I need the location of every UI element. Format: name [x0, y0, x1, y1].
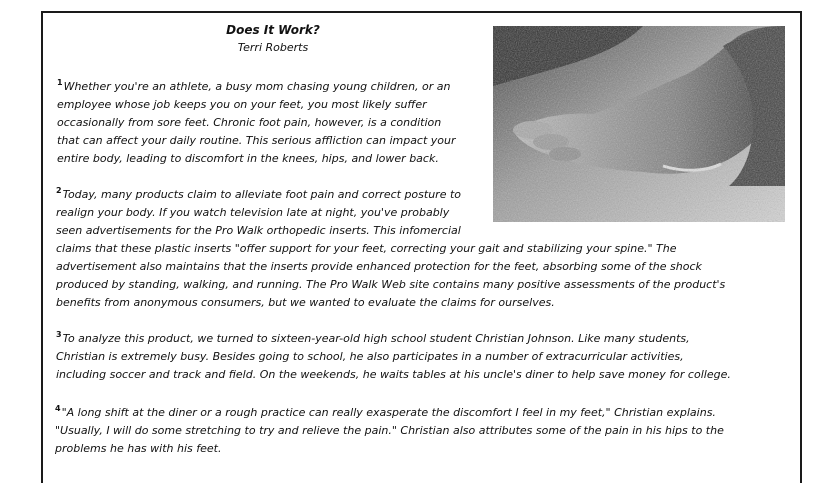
- paragraph-line: that can affect your daily routine. This serious affliction can impact your: [57, 134, 456, 147]
- foot-photo-graphic: [493, 26, 785, 222]
- paragraph-line: entire body, leading to discomfort in the knees, hips, and lower back.: [57, 152, 439, 165]
- paragraph-3: [56, 326, 731, 384]
- paragraph-line: To analyze this product, we turned to sixteen-year-old high school student Christian Johnson. Like many students,: [62, 332, 690, 345]
- paragraph-number: 2: [56, 186, 62, 195]
- paragraph-line: claims that these plastic inserts "offer support for your feet, correcting your gait and stabilizing your spine." The: [56, 242, 677, 255]
- article-title: Does It Work?: [226, 23, 320, 37]
- paragraph-number: 4: [55, 404, 61, 413]
- paragraph-line: Today, many products claim to alleviate foot pain and correct posture to: [62, 188, 461, 201]
- article-author: Terri Roberts: [237, 41, 309, 54]
- paragraph-1: [57, 74, 456, 168]
- paragraph-number: 3: [56, 330, 62, 339]
- paragraph-line: occasionally from sore feet. Chronic foot pain, however, is a condition: [57, 116, 442, 129]
- foot-photo: [493, 26, 785, 222]
- paragraph-line: benefits from anonymous consumers, but we wanted to evaluate the claims for ourselves.: [56, 296, 555, 309]
- paragraph-line: realign your body. If you watch television late at night, you've probably: [56, 206, 450, 219]
- paragraph-line: problems he has with his feet.: [55, 442, 222, 455]
- paragraph-line: employee whose job keeps you on your feet, you most likely suffer: [57, 98, 427, 111]
- paragraph-line: "Usually, I will do some stretching to try and relieve the pain." Christian also attributes some of the pain in his hips to the: [55, 424, 724, 437]
- paragraph-line: Whether you're an athlete, a busy mom chasing young children, or an: [63, 80, 451, 93]
- paragraph-4: [55, 400, 724, 458]
- paragraph-line: Christian is extremely busy. Besides going to school, he also participates in a number of extracurricular activities,: [56, 350, 684, 363]
- paragraph-line: seen advertisements for the Pro Walk orthopedic inserts. This infomercial: [56, 224, 461, 237]
- paragraph-line: produced by standing, walking, and running. The Pro Walk Web site contains many positive assessments of the product's: [56, 278, 726, 291]
- paragraph-line: advertisement also maintains that the inserts provide enhanced protection for the feet, absorbing some of the shock: [56, 260, 702, 273]
- paragraph-number: 1: [57, 78, 63, 87]
- paragraph-line: "A long shift at the diner or a rough practice can really exasperate the discomfort I feel in my feet," Christian explains.: [61, 406, 716, 419]
- paragraph-line: including soccer and track and field. On the weekends, he waits tables at his uncle's diner to help save money for college.: [56, 368, 731, 381]
